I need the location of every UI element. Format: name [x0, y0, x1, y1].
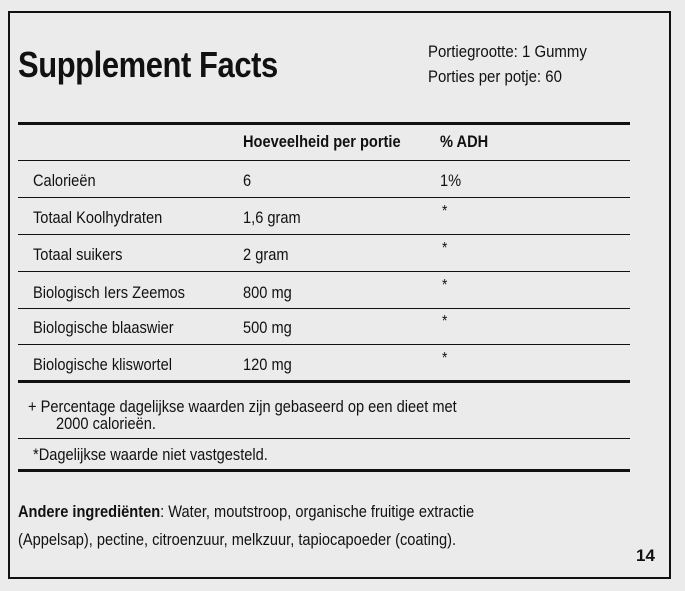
column-header-dv: % ADH	[440, 132, 489, 151]
panel-title: Supplement Facts	[18, 44, 278, 85]
row-dv: *	[442, 277, 448, 294]
header-bottom-rule	[18, 160, 630, 161]
row-amount: 500 mg	[243, 318, 292, 337]
row-divider	[18, 234, 630, 235]
row-dv: *	[442, 350, 448, 367]
table-bottom-rule	[18, 380, 630, 383]
header-top-rule	[18, 122, 630, 125]
percent-note-line2: 2000 calorieën.	[56, 414, 156, 433]
row-dv: *	[442, 240, 448, 257]
row-amount: 120 mg	[243, 355, 292, 374]
serving-size: Portiegrootte: 1 Gummy	[428, 42, 587, 61]
ingredients-top-rule	[18, 469, 630, 472]
row-amount: 6	[243, 171, 252, 190]
ingredients-line2: (Appelsap), pectine, citroenzuur, melkzuur, tapiocapoeder (coating).	[18, 530, 457, 549]
not-established-note: *Dagelijkse waarde niet vastgesteld.	[33, 445, 268, 464]
ingredients-line1	[18, 498, 544, 526]
row-dv: *	[442, 313, 448, 330]
row-name: Calorieën	[33, 171, 96, 190]
servings-per-container: Porties per potje: 60	[428, 67, 562, 86]
row-name: Biologisch Iers Zeemos	[33, 283, 185, 302]
ingredients-label: Andere ingrediënten	[18, 502, 161, 521]
row-name: Totaal suikers	[33, 245, 123, 264]
row-dv: 1%	[440, 171, 462, 190]
row-divider	[18, 197, 630, 198]
row-divider	[18, 344, 630, 345]
row-name: Biologische blaaswier	[33, 318, 174, 337]
ingredients-text1: : Water, moutstroop, organische fruitige extractie	[160, 502, 475, 521]
row-amount: 2 gram	[243, 245, 289, 264]
row-divider	[18, 271, 630, 272]
row-name: Totaal Koolhydraten	[33, 208, 163, 227]
row-name: Biologische kliswortel	[33, 355, 172, 374]
row-amount: 1,6 gram	[243, 208, 301, 227]
row-amount: 800 mg	[243, 283, 292, 302]
page-number: 14	[636, 546, 655, 565]
column-header-amount: Hoeveelheid per portie	[243, 132, 401, 151]
percent-note-line1: + Percentage dagelijkse waarden zijn gebaseerd op een dieet met	[28, 397, 457, 416]
notes-divider	[18, 438, 630, 439]
other-ingredients	[18, 498, 630, 554]
row-divider	[18, 308, 630, 309]
row-dv: *	[442, 203, 448, 220]
serving-info	[428, 39, 587, 89]
